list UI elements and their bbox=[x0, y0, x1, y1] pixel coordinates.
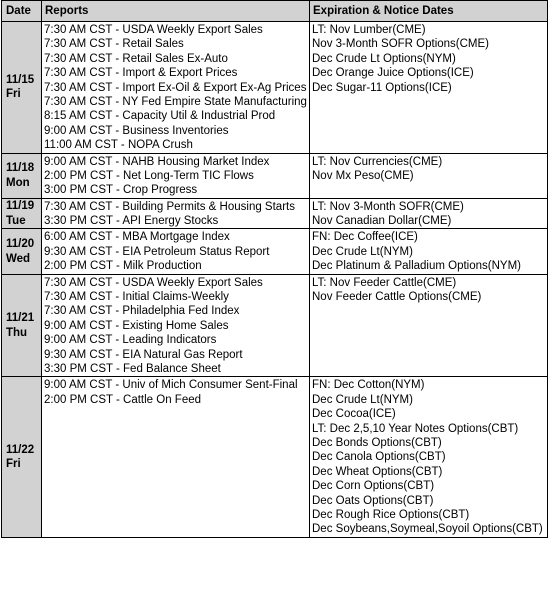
expiration-item: Dec Crude Lt Options(NYM) bbox=[312, 52, 456, 65]
expiration-item: Nov 3-Month SOFR Options(CME) bbox=[312, 38, 490, 51]
expiration-item: LT: Nov Feeder Cattle(CME) bbox=[312, 276, 457, 289]
expiration-item: Dec Corn Options(CBT) bbox=[312, 480, 435, 493]
header-row bbox=[2, 1, 548, 22]
expiration-item: Dec Bonds Options(CBT) bbox=[312, 436, 442, 449]
date-label: 11/22 bbox=[6, 443, 35, 456]
reports-cell bbox=[42, 377, 310, 537]
expiration-item: Dec Crude Lt(NYM) bbox=[312, 245, 413, 258]
report-item: 9:00 AM CST - Leading Indicators bbox=[44, 334, 217, 347]
date-label: 11/21 bbox=[6, 312, 35, 324]
expiration-item: Nov Canadian Dollar(CME) bbox=[312, 215, 452, 228]
reports-cell bbox=[42, 22, 310, 154]
expiration-cell bbox=[310, 274, 548, 377]
report-item: 7:30 AM CST - Import Ex-Oil & Export Ex-Ag Prices bbox=[44, 81, 307, 94]
date-cell bbox=[2, 377, 42, 537]
day-label: Tue bbox=[6, 214, 26, 227]
date-label: 11/15 bbox=[6, 73, 35, 86]
report-item: 8:15 AM CST - Capacity Util & Industrial Prod bbox=[44, 110, 276, 123]
report-item: 9:30 AM CST - EIA Petroleum Status Report bbox=[44, 245, 270, 258]
calendar-row bbox=[2, 22, 548, 154]
expiration-item: LT: Nov 3-Month SOFR(CME) bbox=[312, 200, 464, 213]
report-item: 7:30 AM CST - Retail Sales Ex-Auto bbox=[44, 52, 228, 65]
report-item: 6:00 AM CST - MBA Mortgage Index bbox=[44, 231, 230, 244]
calendar-row bbox=[2, 274, 548, 377]
date-label: 11/19 bbox=[6, 200, 35, 213]
report-item: 2:00 PM CST - Milk Production bbox=[44, 260, 202, 273]
day-label: Thu bbox=[6, 326, 28, 339]
report-item: 9:00 AM CST - Business Inventories bbox=[44, 124, 229, 137]
report-item: 7:30 AM CST - Retail Sales bbox=[44, 38, 184, 51]
expiration-item: Dec Crude Lt(NYM) bbox=[312, 393, 413, 406]
report-item: 7:30 AM CST - Initial Claims-Weekly bbox=[44, 291, 229, 304]
expiration-item: FN: Dec Coffee(ICE) bbox=[312, 231, 418, 244]
economic-calendar-table bbox=[1, 0, 548, 538]
reports-cell bbox=[42, 274, 310, 377]
expiration-item: Nov Mx Peso(CME) bbox=[312, 169, 414, 182]
expiration-item: LT: Nov Currencies(CME) bbox=[312, 155, 443, 168]
reports-column-header: Reports bbox=[42, 1, 310, 22]
expiration-item: FN: Dec Cotton(NYM) bbox=[312, 379, 425, 392]
expiration-item: Dec Orange Juice Options(ICE) bbox=[312, 67, 474, 80]
calendar-body bbox=[2, 22, 548, 538]
reports-cell bbox=[42, 229, 310, 274]
report-item: 9:00 AM CST - Univ of Mich Consumer Sent-Final bbox=[44, 379, 298, 392]
calendar-row bbox=[2, 153, 548, 198]
expiration-cell bbox=[310, 377, 548, 537]
expiration-item: Dec Platinum & Palladium Options(NYM) bbox=[312, 260, 521, 273]
report-item: 11:00 AM CST - NOPA Crush bbox=[44, 139, 193, 152]
report-item: 7:30 AM CST - USDA Weekly Export Sales bbox=[44, 276, 263, 289]
report-item: 7:30 AM CST - Import & Export Prices bbox=[44, 67, 238, 80]
report-item: 7:30 AM CST - NY Fed Empire State Manufacturing bbox=[44, 95, 307, 108]
reports-cell bbox=[42, 153, 310, 198]
date-cell bbox=[2, 22, 42, 154]
date-cell bbox=[2, 229, 42, 274]
expiration-item: Dec Rough Rice Options(CBT) bbox=[312, 508, 470, 521]
expiration-column-header: Expiration & Notice Dates bbox=[310, 1, 548, 22]
expiration-item: Dec Soybeans,Soymeal,Soyoil Options(CBT) bbox=[312, 523, 543, 536]
expiration-item: Dec Wheat Options(CBT) bbox=[312, 465, 443, 478]
report-item: 7:30 AM CST - Building Permits & Housing Starts bbox=[44, 200, 295, 213]
report-item: 9:00 AM CST - Existing Home Sales bbox=[44, 319, 229, 332]
report-item: 2:00 PM CST - Cattle On Feed bbox=[44, 393, 202, 406]
expiration-cell bbox=[310, 153, 548, 198]
expiration-cell bbox=[310, 22, 548, 154]
expiration-item: Nov Feeder Cattle Options(CME) bbox=[312, 291, 482, 304]
expiration-item: Dec Canola Options(CBT) bbox=[312, 451, 446, 464]
date-column-header: Date bbox=[2, 1, 42, 22]
date-label: 11/18 bbox=[6, 162, 35, 175]
day-label: Fri bbox=[6, 458, 21, 471]
report-item: 9:00 AM CST - NAHB Housing Market Index bbox=[44, 155, 270, 168]
expiration-item: LT: Dec 2,5,10 Year Notes Options(CBT) bbox=[312, 422, 519, 435]
expiration-cell bbox=[310, 198, 548, 229]
date-cell bbox=[2, 274, 42, 377]
date-label: 11/20 bbox=[6, 238, 35, 251]
expiration-item: Dec Oats Options(CBT) bbox=[312, 494, 434, 507]
calendar-row bbox=[2, 229, 548, 274]
report-item: 3:30 PM CST - API Energy Stocks bbox=[44, 215, 219, 228]
expiration-item: Dec Cocoa(ICE) bbox=[312, 408, 396, 421]
expiration-cell bbox=[310, 229, 548, 274]
report-item: 7:30 AM CST - Philadelphia Fed Index bbox=[44, 305, 240, 318]
report-item: 7:30 AM CST - USDA Weekly Export Sales bbox=[44, 24, 263, 36]
day-label: Mon bbox=[6, 176, 30, 189]
report-item: 2:00 PM CST - Net Long-Term TIC Flows bbox=[44, 169, 254, 182]
calendar-row bbox=[2, 198, 548, 229]
report-item: 3:30 PM CST - Fed Balance Sheet bbox=[44, 362, 221, 375]
day-label: Fri bbox=[6, 88, 21, 101]
report-item: 9:30 AM CST - EIA Natural Gas Report bbox=[44, 348, 243, 361]
calendar-row bbox=[2, 377, 548, 537]
date-cell bbox=[2, 198, 42, 229]
report-item: 3:00 PM CST - Crop Progress bbox=[44, 184, 198, 197]
expiration-item: Dec Sugar-11 Options(ICE) bbox=[312, 81, 452, 94]
reports-cell bbox=[42, 198, 310, 229]
date-cell bbox=[2, 153, 42, 198]
expiration-item: LT: Nov Lumber(CME) bbox=[312, 24, 426, 36]
day-label: Wed bbox=[6, 252, 31, 265]
